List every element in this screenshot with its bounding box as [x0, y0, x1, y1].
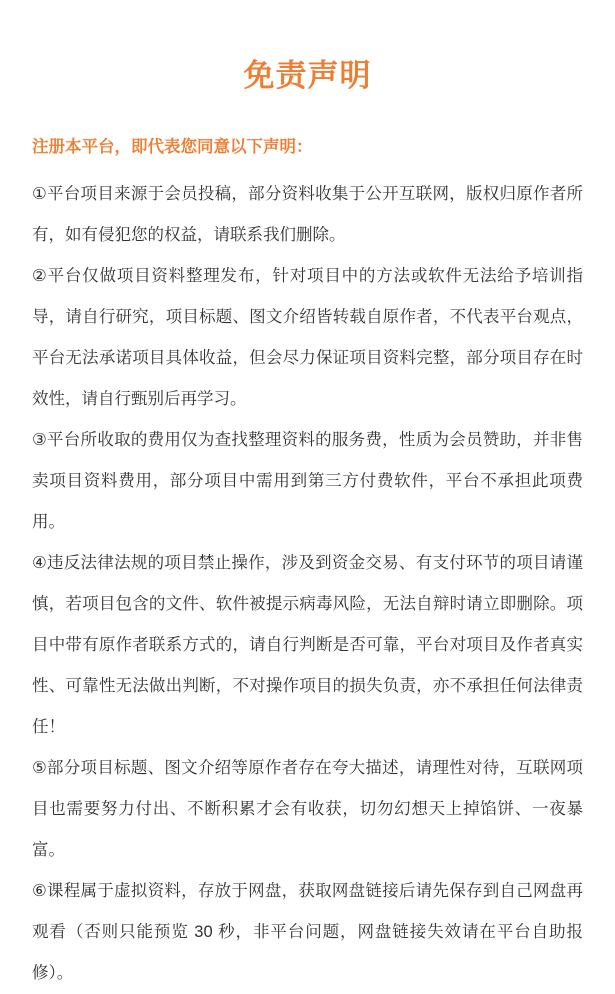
disclaimer-paragraph-2: ②平台仅做项目资料整理发布，针对项目中的方法或软件无法给予培训指导，请自行研究，项目标题、图文介绍皆转载自原作者，不代表平台观点，平台无法承诺项目具体收益，但会尽力保证项目资料完整，部分项目存在时效性，请自行甄别后再学习。	[32, 267, 583, 408]
disclaimer-body	[32, 174, 583, 994]
disclaimer-paragraph-4: ④违反法律法规的项目禁止操作，涉及到资金交易、有支付环节的项目请谨慎，若项目包含的文件、软件被提示病毒风险，无法自辩时请立即删除。项目中带有原作者联系方式的，请自行判断是否可靠，平台对项目及作者真实性、可靠性无法做出判断，不对操作项目的损失负责，亦不承担任何法律责任！	[32, 554, 583, 736]
disclaimer-paragraph-5: ⑤部分项目标题、图文介绍等原作者存在夸大描述，请理性对待，互联网项目也需要努力付出、不断积累才会有收获，切勿幻想天上掉馅饼、一夜暴富。	[32, 759, 583, 859]
page-title: 免责声明	[243, 58, 372, 93]
disclaimer-paragraph-3: ③平台所收取的费用仅为查找整理资料的服务费，性质为会员赞助，并非售卖项目资料费用，部分项目中需用到第三方付费软件，平台不承担此项费用。	[32, 431, 583, 531]
disclaimer-paragraph-1: ①平台项目来源于会员投稿，部分资料收集于公开互联网，版权归原作者所有，如有侵犯您的权益，请联系我们删除。	[32, 185, 583, 244]
disclaimer-paragraph-6: ⑥课程属于虚拟资料，存放于网盘，获取网盘链接后请先保存到自己网盘再观看（否则只能预览 30 秒，非平台问题，网盘链接失效请在平台自助报修）。	[32, 882, 583, 982]
intro-statement: 注册本平台，即代表您同意以下声明：	[32, 138, 313, 156]
